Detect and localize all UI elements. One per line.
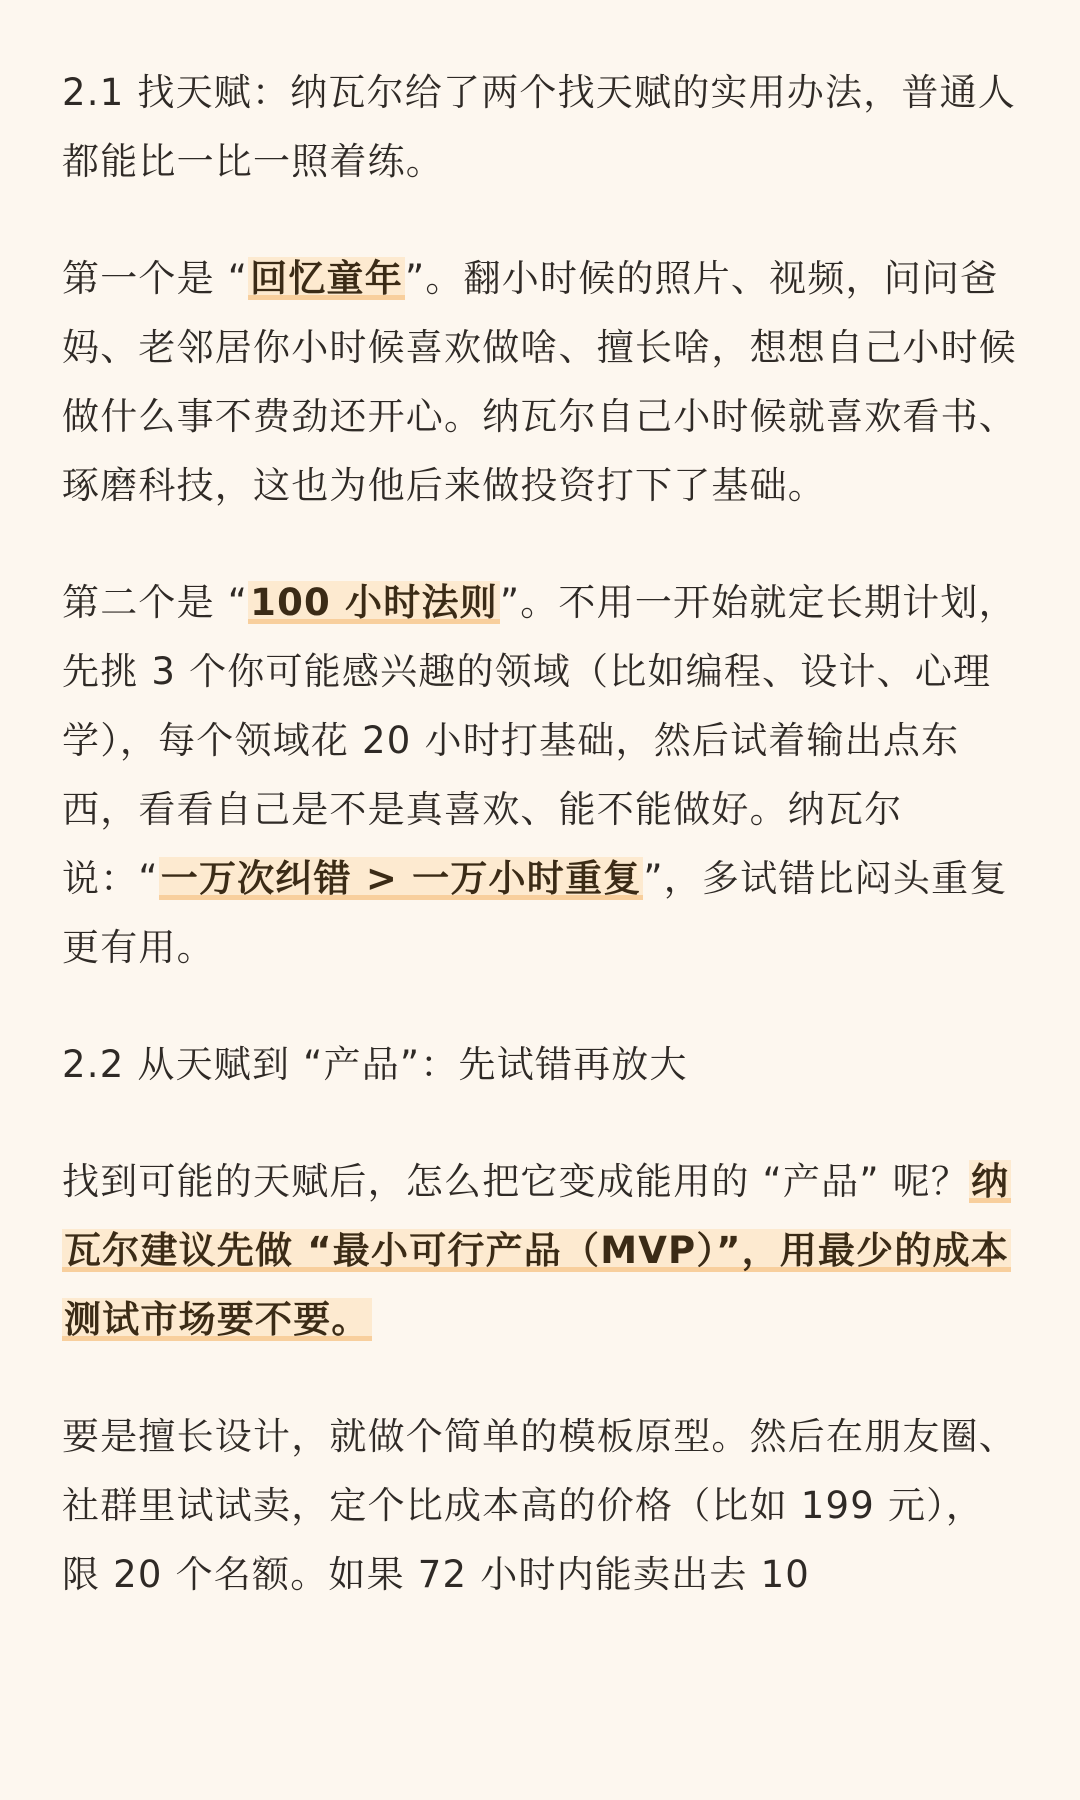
paragraph-design-example	[62, 1402, 1020, 1609]
paragraph-text: ”，多试错比闷头重复更有用。	[62, 857, 1008, 969]
paragraph-text: ”。不用一开始就定长期计划，先挑 3 个你可能感兴趣的领域（比如编程、设计、心理学），每个领域花 20 小时打基础，然后试着输出点东西，看看自己是不是真喜欢、能不能做好。纳瓦尔说：“	[62, 581, 1017, 900]
section-heading	[62, 1030, 1020, 1099]
paragraph-text: ”。翻小时候的照片、视频，问问爸妈、老邻居你小时候喜欢做啥、擅长啥，想想自己小时候做什么事不费劲还开心。纳瓦尔自己小时候就喜欢看书、琢磨科技，这也为他后来做投资打下了基础。	[62, 257, 1017, 507]
paragraph-mvp	[62, 1147, 1020, 1354]
paragraph-text: 2.1 找天赋：纳瓦尔给了两个找天赋的实用办法，普通人都能比一比一照着练。	[62, 71, 1017, 183]
highlight-100-hour-rule: 100 小时法则	[250, 581, 498, 624]
highlight-error-correction: 一万次纠错 > 一万小时重复	[160, 857, 642, 900]
paragraph-100-hour-rule	[62, 568, 1020, 982]
section-heading-text: 2.2 从天赋到 “产品”：先试错再放大	[62, 1043, 688, 1086]
paragraph-text: 要是擅长设计，就做个简单的模板原型。然后在朋友圈、社群里试试卖，定个比成本高的价格（比如 199 元），限 20 个名额。如果 72 小时内能卖出去 10	[62, 1415, 1017, 1596]
paragraph-childhood	[62, 244, 1020, 520]
paragraph-text: 第一个是 “	[62, 257, 249, 300]
paragraph-text: 找到可能的天赋后，怎么把它变成能用的 “产品” 呢？	[62, 1160, 970, 1203]
paragraph-talent-intro	[62, 58, 1020, 196]
highlight-childhood: 回忆童年	[250, 257, 403, 300]
highlight-mvp: 纳瓦尔建议先做 “最小可行产品（MVP）”，用最少的成本测试市场要不要。	[64, 1160, 1010, 1341]
paragraph-text: 第二个是 “	[62, 581, 249, 624]
